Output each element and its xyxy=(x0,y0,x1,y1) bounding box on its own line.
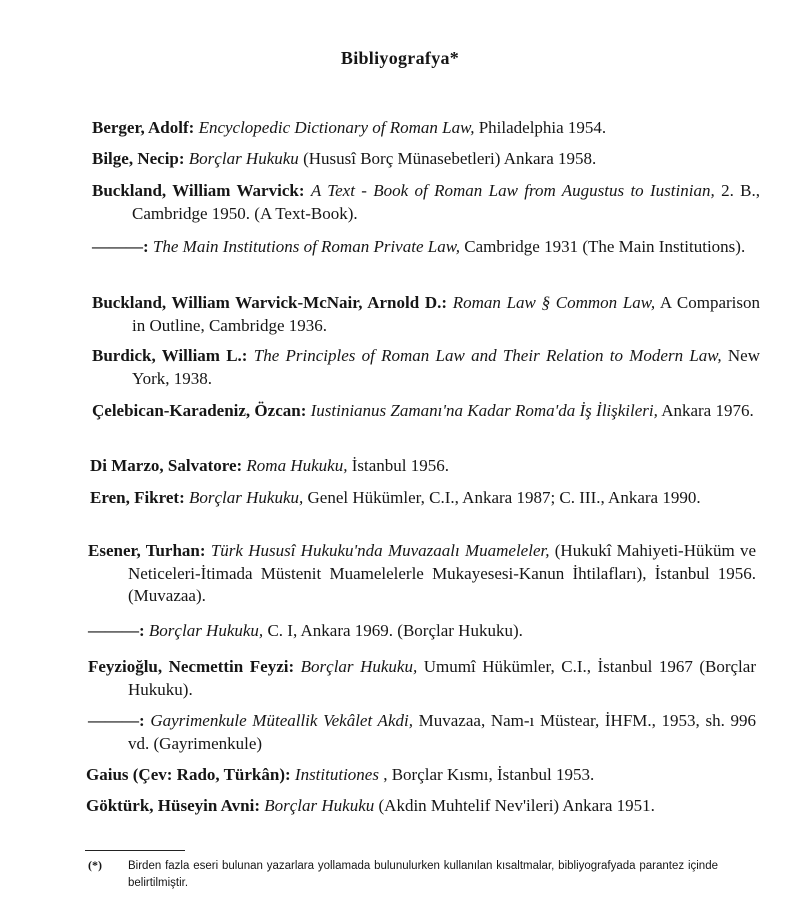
entry-details: Umumî Hükümler, C.I., İstanbul 1967 (Borçlar Hukuku). xyxy=(128,657,756,699)
entry-author: ———: xyxy=(88,711,145,730)
entry-work: Türk Hususî Hukuku'nda Muvazaalı Muameleler, xyxy=(210,541,550,560)
entry-details: Philadelphia 1954. xyxy=(478,118,607,137)
entry-details: A Comparison in Outline, Cambridge 1936. xyxy=(132,293,760,335)
bibliography-entry xyxy=(88,540,756,608)
entry-work: Encyclopedic Dictionary of Roman Law, xyxy=(198,118,475,137)
bibliography-entry xyxy=(90,487,758,510)
entry-author: ———: xyxy=(88,621,145,640)
entry-details: Cambridge 1931 (The Main Institutions). xyxy=(464,237,746,256)
bibliography-entry xyxy=(92,292,760,337)
footnote-text: Birden fazla eseri bulunan yazarlara yollamada bulunulurken kullanılan kısaltmalar, bibliyografyada parantez içinde belirtilmiştir. xyxy=(128,860,718,889)
entry-author: Di Marzo, Salvatore: xyxy=(90,456,243,475)
entry-author: Eren, Fikret: xyxy=(90,488,185,507)
entry-details: (Akdin Muhtelif Nev'ileri) Ankara 1951. xyxy=(378,796,655,815)
entry-work: Borçlar Hukuku, xyxy=(300,657,418,676)
bibliography-entry xyxy=(88,620,756,643)
bibliography-entry xyxy=(86,795,754,818)
bibliography-entry xyxy=(92,400,760,423)
bibliography-entry xyxy=(92,236,760,259)
entry-details: İstanbul 1956. xyxy=(351,456,449,475)
entry-author: Buckland, William Warvick-McNair, Arnold D.: xyxy=(92,293,448,312)
bibliography-entry xyxy=(92,148,760,171)
entry-work: Borçlar Hukuku xyxy=(188,149,299,168)
bibliography-entry xyxy=(92,180,760,225)
bibliography-entry xyxy=(92,117,760,140)
entry-work: Borçlar Hukuku, xyxy=(189,488,304,507)
entry-details: New York, 1938. xyxy=(132,346,761,388)
entry-details: C. I, Ankara 1969. (Borçlar Hukuku). xyxy=(267,621,523,640)
entry-details: 2. B., Cambridge 1950. (A Text-Book). xyxy=(132,181,760,223)
entry-details: Ankara 1976. xyxy=(661,401,754,420)
bibliography-entry xyxy=(88,656,756,701)
entry-work: The Main Institutions of Roman Private Law, xyxy=(152,237,461,256)
page-title: Bibliyografya* xyxy=(340,48,460,68)
entry-author: Buckland, William Warvick: xyxy=(92,181,305,200)
bibliography-entry xyxy=(88,710,756,755)
entry-details: (Hukukî Mahiyeti-Hüküm ve Neticeleri-İtimada Müstenit Muamelelerle Mukayesesi-Kanun İhtilafları), İstanbul 1956. (Muvazaa). xyxy=(128,541,757,605)
entry-work: Roma Hukuku, xyxy=(246,456,348,475)
entry-author: Berger, Adolf: xyxy=(92,118,195,137)
bibliography-entry xyxy=(90,455,758,478)
entry-work: Iustinianus Zamanı'na Kadar Roma'da İş İlişkileri, xyxy=(310,401,658,420)
entry-details: (Hususî Borç Münasebetleri) Ankara 1958. xyxy=(303,149,597,168)
entry-author: Göktürk, Hüseyin Avni: xyxy=(86,796,260,815)
entry-details: , Borçlar Kısmı, İstanbul 1953. xyxy=(383,765,595,784)
entry-work: A Text - Book of Roman Law from Augustus to Iustinian, xyxy=(310,181,715,200)
entry-details: Genel Hükümler, C.I., Ankara 1987; C. III., Ankara 1990. xyxy=(307,488,701,507)
entry-work: Roman Law § Common Law, xyxy=(452,293,656,312)
entry-author: Çelebican-Karadeniz, Özcan: xyxy=(92,401,307,420)
entry-work: Gayrimenkule Müteallik Vekâlet Akdi, xyxy=(150,711,413,730)
entry-author: Burdick, William L.: xyxy=(92,346,248,365)
entry-author: Feyzioğlu, Necmettin Feyzi: xyxy=(88,657,295,676)
entry-author: ———: xyxy=(92,237,149,256)
footnote-divider xyxy=(85,850,185,851)
bibliography-entry xyxy=(92,345,760,390)
entry-author: Esener, Turhan: xyxy=(88,541,206,560)
entry-author: Bilge, Necip: xyxy=(92,149,185,168)
entry-author: Gaius (Çev: Rado, Türkân): xyxy=(86,765,291,784)
entry-details: Muvazaa, Nam-ı Müstear, İHFM., 1953, sh. 996 vd. (Gayrimenkule) xyxy=(128,711,757,753)
bibliography-entry xyxy=(86,764,754,787)
entry-work: Borçlar Hukuku, xyxy=(148,621,264,640)
entry-work: The Principles of Roman Law and Their Relation to Modern Law, xyxy=(253,346,722,365)
footnote-mark: (*) xyxy=(88,858,102,872)
entry-work: Institutiones xyxy=(294,765,379,784)
entry-work: Borçlar Hukuku xyxy=(264,796,375,815)
